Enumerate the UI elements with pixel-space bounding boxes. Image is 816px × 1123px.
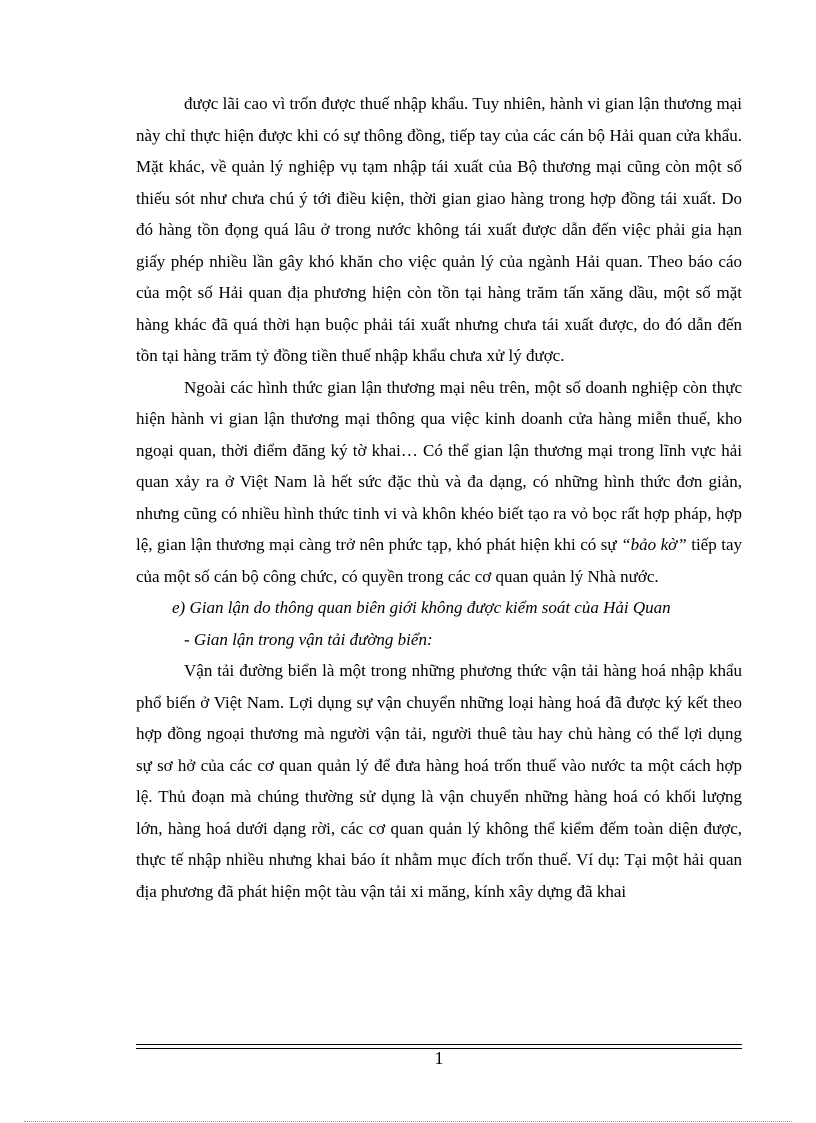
paragraph-1: được lãi cao vì trốn được thuế nhập khẩu. Tuy nhiên, hành vi gian lận thương mại này chỉ thực hiện được khi có sự thông đồng, tiếp tay của các cán bộ Hải quan cửa khẩu. Mặt khác, về quản lý nghiệp vụ tạm nhập tái xuất của Bộ thương mại cũng còn một số thiếu sót như chưa chú ý tới điều kiện, thời gian giao hàng trong hợp đồng tái xuất. Do đó hàng tồn đọng quá lâu ở trong nước không tái xuất được dẫn đến việc phải gia hạn giấy phép nhiều lần gây khó khăn cho việc quản lý của ngành Hải quan. Theo báo cáo của một số Hải quan địa phương hiện còn tồn tại hàng trăm tấn xăng dầu, một số mặt hàng khác đã quá thời hạn buộc phải tái xuất nhưng chưa tái xuất được, do đó dẫn đến tồn tại hàng trăm tỷ đồng tiền thuế nhập khẩu chưa xử lý được. [136, 94, 742, 365]
paragraph-2-text-b: tiếp tay của một số cán bộ công chức, có quyền trong các cơ quan quản lý Nhà nước. [136, 535, 742, 586]
document-body [136, 88, 742, 907]
page-number: 1 [434, 1048, 444, 1068]
section-heading-e: e) Gian lận do thông quan biên giới không được kiểm soát của Hải Quan [172, 598, 671, 617]
section-subheading: - Gian lận trong vận tải đường biển: [184, 629, 433, 649]
paragraph-2 [136, 372, 742, 593]
paragraph-2-text-a: Ngoài các hình thức gian lận thương mại nêu trên, một số doanh nghiệp còn thực hiện hành vi gian lận thương mại thông qua việc kinh doanh cửa hàng miễn thuế, kho ngoại quan, thời điểm đăng ký tờ khai… Có thể gian lận thương mại trong lĩnh vực hải quan xảy ra ở Việt Nam là hết sức đặc thù và đa dạng, có những hình thức đơn giản, nhưng cũng có nhiều hình thức tinh vi và khôn khéo biết tạo ra vỏ bọc rất hợp pháp, hợp lệ, gian lận thương mại càng trở nên phức tạp, khó phát hiện khi có sự [136, 377, 742, 554]
paragraph-2-italic-quote: “bảo kờ” [621, 535, 687, 554]
paragraph-3: Vận tải đường biển là một trong những phương thức vận tải hàng hoá nhập khẩu phổ biến ở Việt Nam. Lợi dụng sự vận chuyển những loại hàng hoá đã được ký kết theo hợp đồng ngoại thương mà người vận tải, người thuê tàu hay chủ hàng có thể lợi dụng sự sơ hở của các cơ quan quản lý để đưa hàng hoá trốn thuế vào nước ta một cách hợp lệ. Thủ đoạn mà chúng thường sử dụng là vận chuyển những hàng hoá có khối lượng lớn, hàng hoá dưới dạng rời, các cơ quan quản lý không thể kiểm đếm toàn diện được, thực tế nhập nhiều nhưng khai báo ít nhằm mục đích trốn thuế. Ví dụ: Tại một hải quan địa phương đã phát hiện một tàu vận tải xi măng, kính xây dựng đã khai [136, 661, 742, 901]
page-bottom-dotted-line [24, 1121, 792, 1122]
